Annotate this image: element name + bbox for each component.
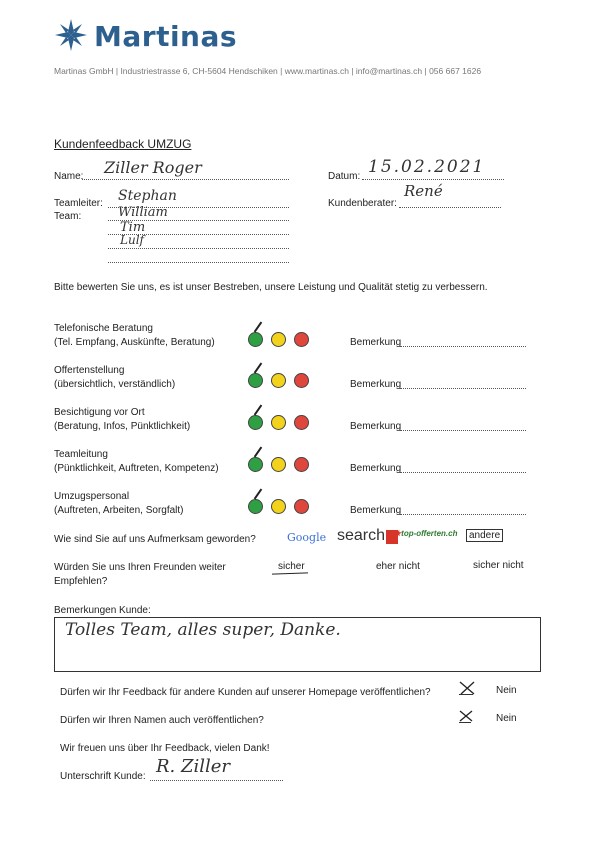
rating-title: Offertenstellung xyxy=(54,365,125,376)
remark-field[interactable] xyxy=(400,345,526,347)
team-field-4[interactable] xyxy=(108,261,289,263)
rating-title: Telefonische Beratung xyxy=(54,323,153,334)
intro-text: Bitte bewerten Sie uns, es ist unser Bestreben, unsere Leistung und Qualität stetig zu verbessern. xyxy=(54,282,488,293)
checkmark-icon xyxy=(254,489,263,500)
remark-field[interactable] xyxy=(400,513,526,515)
comments-label: Bemerkungen Kunde: xyxy=(54,605,151,616)
remark-label: Bemerkung xyxy=(350,421,402,432)
recommend-option-sicher-nicht[interactable]: sicher nicht xyxy=(473,560,524,571)
remark-field[interactable] xyxy=(400,387,526,389)
source-question: Wie sind Sie auf uns Aufmerksam geworden? xyxy=(54,534,256,545)
remark-field[interactable] xyxy=(400,471,526,473)
cross-mark-icon xyxy=(459,681,475,695)
remark-field[interactable] xyxy=(400,429,526,431)
rating-subtitle: (Beratung, Infos, Pünktlichkeit) xyxy=(54,421,191,432)
signature-field[interactable] xyxy=(150,779,283,781)
remark-label: Bemerkung xyxy=(350,379,402,390)
recommend-question-line1: Würden Sie uns Ihren Freunden weiter xyxy=(54,562,226,573)
date-value: 15.02.2021 xyxy=(368,157,486,177)
signature-label: Unterschrift Kunde: xyxy=(60,771,146,782)
smiley-neutral-icon[interactable] xyxy=(271,373,286,388)
date-field[interactable] xyxy=(362,178,504,180)
publish-name-question: Dürfen wir Ihren Namen auch veröffentlichen? xyxy=(60,715,264,726)
teamleader-value: Stephan xyxy=(118,188,177,204)
advisor-label: Kundenberater: xyxy=(328,198,397,209)
star-icon: ★ xyxy=(394,529,402,538)
team-member-2: Tim xyxy=(120,220,146,235)
source-option-search[interactable] xyxy=(337,527,398,545)
rating-subtitle: (Tel. Empfang, Auskünfte, Beratung) xyxy=(54,337,215,348)
rating-subtitle: (übersichtlich, verständlich) xyxy=(54,379,176,390)
date-label: Datum: xyxy=(328,171,361,182)
publish-feedback-no-checkbox[interactable] xyxy=(459,684,473,695)
smiley-happy-icon[interactable] xyxy=(248,499,263,514)
search-logo-text: search xyxy=(337,527,386,544)
rating-title: Umzugspersonal xyxy=(54,491,130,502)
thanks-text: Wir freuen uns über Ihr Feedback, vielen Dank! xyxy=(60,743,270,754)
recommend-option-eher-nicht[interactable]: eher nicht xyxy=(376,561,420,572)
publish-name-no-checkbox[interactable] xyxy=(459,712,471,723)
remark-label: Bemerkung xyxy=(350,337,402,348)
name-value: Ziller Roger xyxy=(104,158,202,177)
source-option-top-offerten[interactable]: ★top-offerten.ch xyxy=(394,529,458,538)
teamleader-label: Teamleiter: xyxy=(54,198,103,209)
checkmark-icon xyxy=(254,447,263,458)
smiley-happy-icon[interactable] xyxy=(248,332,263,347)
recommend-option-sicher[interactable]: sicher xyxy=(278,561,305,572)
smiley-sad-icon[interactable] xyxy=(294,332,309,347)
smiley-sad-icon[interactable] xyxy=(294,415,309,430)
smiley-neutral-icon[interactable] xyxy=(271,457,286,472)
brand-name: Martinas xyxy=(94,20,238,53)
rating-title: Besichtigung vor Ort xyxy=(54,407,145,418)
comments-box[interactable] xyxy=(54,617,541,672)
name-label: Name: xyxy=(54,171,84,182)
recommend-question-line2: Empfehlen? xyxy=(54,576,108,587)
rating-subtitle: (Auftreten, Arbeiten, Sorgfalt) xyxy=(54,505,184,516)
smiley-sad-icon[interactable] xyxy=(294,457,309,472)
company-logo xyxy=(54,18,88,52)
publish-feedback-no-label: Nein xyxy=(496,685,517,696)
source-option-andere[interactable]: andere xyxy=(466,529,503,542)
rating-title: Teamleitung xyxy=(54,449,108,460)
team-label: Team: xyxy=(54,211,82,222)
team-member-1: William xyxy=(118,205,168,220)
comments-value: Tolles Team, alles super, Danke. xyxy=(65,620,341,640)
smiley-happy-icon[interactable] xyxy=(248,457,263,472)
address-line: Martinas GmbH | Industriestrasse 6, CH-5604 Hendschiken | www.martinas.ch | info@martinas.ch | 056 667 1626 xyxy=(54,66,482,76)
smiley-happy-icon[interactable] xyxy=(248,415,263,430)
selected-underline xyxy=(272,572,308,574)
team-member-3: Lulf xyxy=(120,233,144,247)
remark-label: Bemerkung xyxy=(350,463,402,474)
rating-subtitle: (Pünktlichkeit, Auftreten, Kompetenz) xyxy=(54,463,219,474)
signature-value: R. Ziller xyxy=(156,756,231,777)
remark-label: Bemerkung xyxy=(350,505,402,516)
smiley-neutral-icon[interactable] xyxy=(271,332,286,347)
form-title: Kundenfeedback UMZUG xyxy=(54,137,192,151)
smiley-sad-icon[interactable] xyxy=(294,373,309,388)
smiley-neutral-icon[interactable] xyxy=(271,415,286,430)
smiley-neutral-icon[interactable] xyxy=(271,499,286,514)
advisor-field[interactable] xyxy=(399,206,501,208)
checkmark-icon xyxy=(254,363,263,374)
advisor-value: René xyxy=(404,182,443,200)
smiley-happy-icon[interactable] xyxy=(248,373,263,388)
checkmark-icon xyxy=(254,405,263,416)
team-field-3[interactable] xyxy=(108,247,289,249)
name-field[interactable] xyxy=(82,178,289,180)
publish-name-no-label: Nein xyxy=(496,713,517,724)
publish-feedback-question: Dürfen wir Ihr Feedback für andere Kunden auf unserer Homepage veröffentlichen? xyxy=(60,687,431,698)
source-option-google[interactable]: Google xyxy=(287,531,327,544)
logo-mark-icon xyxy=(54,18,88,52)
cross-mark-icon xyxy=(459,710,473,722)
checkmark-icon xyxy=(254,322,263,333)
smiley-sad-icon[interactable] xyxy=(294,499,309,514)
